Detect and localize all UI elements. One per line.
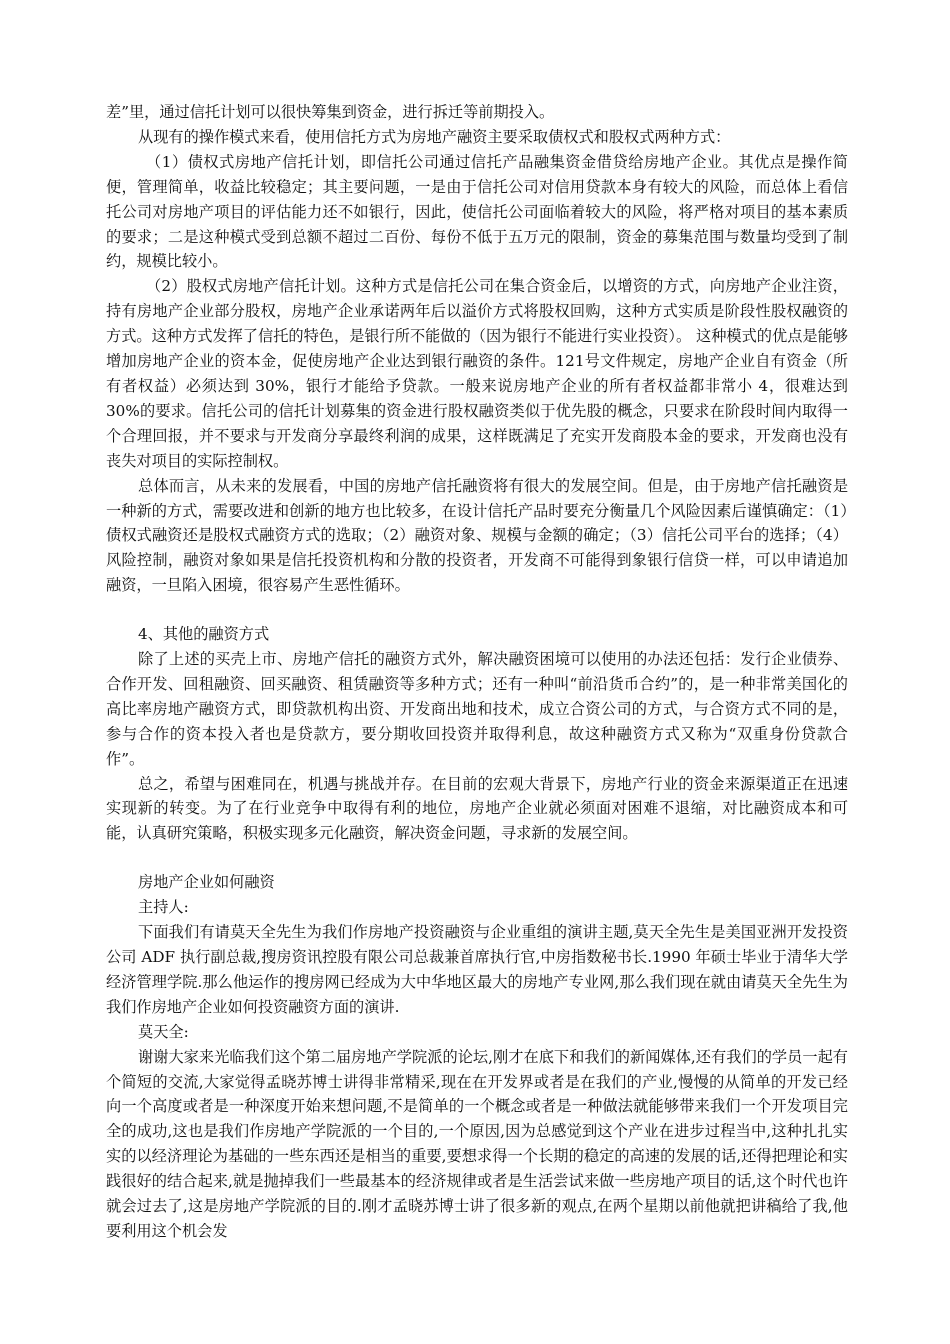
paragraph-continued: 差”里，通过信托计划可以很快筹集到资金，进行拆迁等前期投入。 [106,103,555,121]
paragraph-trust-modes-intro: 从现有的操作模式来看，使用信托方式为房地产融资主要采取债权式和股权式两种方式： [138,127,731,146]
paragraph-debt-trust: （1）债权式房地产信托计划，即信托公司通过信托产品融集资金借贷给房地产企业。其优点是操作简便，管理简单，收益比较稳定；其主要问题，一是由于信托公司对信用贷款本身有较大的风险，而总体上看信托公司对房地产项目的评估能力还不如银行，因此，使信托公司面临着较大的风险，将严格对项目的基本素质的要求；二是这种模式受到总额不超过二百份、每份不低于五万元的限制，资金的募集范围与数量均受到了制约，规模比较小。 [106,152,848,271]
speaker-host-label: 主持人: [138,898,189,917]
section-heading-other-methods: 4、其他的融资方式 [138,625,270,644]
paragraph-conclusion: 总之，希望与困难同在，机遇与挑战并存。在目前的宏观大背景下，房地产行业的资金来源渠道正在迅速实现新的转变。为了在行业竞争中取得有利的地位，房地产企业就必须面对困难不退缩，对比融资成本和可能，认真研究策略，积极实现多元化融资，解决资金问题，寻求新的发展空间。 [106,774,848,843]
paragraph-trust-summary: 总体而言，从未来的发展看，中国的房地产信托融资将有很大的发展空间。但是，由于房地产信托融资是一种新的方式，需要改进和创新的地方也比较多，在设计信托产品时要充分衡量几个风险因素后谨慎确定：（1）债权式融资还是股权式融资方式的选取；（2）融资对象、规模与金额的确定；（3）信托公司平台的选择；（4）风险控制，融资对象如果是信托投资机构和分散的投资者，开发商不可能得到象银行信贷一样，可以申请追加融资，一旦陷入困境，很容易产生恶性循环。 [106,476,848,595]
paragraph-mo-speech: 谢谢大家来光临我们这个第二届房地产学院派的论坛,刚才在底下和我们的新闻媒体,还有我们的学员一起有个简短的交流,大家觉得孟晓苏博士讲得非常精采,现在在开发界或者是在我们的产业,慢慢的从简单的开发已经向一个高度或者是一种深度开始来想问题,不是简单的一个概念或者是一种做法就能够带来我们一个开发项目完全的成功,这也是我们作房地产学院派的一个目的,一个原因,因为总感觉到这个产业在进步过程当中,这种扎扎实实的以经济理论为基础的一些东西还是相当的重要,要想求得一个长期的稳定的高速的发展的话,还得把理论和实践很好的结合起来,就是抛掉我们一些最基本的经济规律或者是生活尝试来做一些房地产项目的话,这个时代也许就会过去了,这是房地产学院派的目的.刚才孟晓苏博士讲了很多新的观点,在两个星期以前他就把讲稿给了我,他要利用这个机会发 [106,1047,848,1240]
document-page [106,100,848,1244]
paragraph-spacer [106,598,848,622]
section-title-how-to-finance: 房地产企业如何融资 [138,873,275,892]
paragraph-host-intro: 下面我们有请莫天全先生为我们作房地产投资融资与企业重组的演讲主题,莫天全先生是美国亚洲开发投资公司 ADF 执行副总裁,搜房资讯控股有限公司总裁兼首席执行官,中房指数秘书长.1990 年硕士毕业于清华大学经济管理学院.那么他运作的搜房网已经成为大中华地区最大的房地产专业网,那么我们现在就由请莫天全先生为我们作房地产企业如何投资融资方面的演讲. [106,923,848,1016]
paragraph-equity-trust: （2）股权式房地产信托计划。这种方式是信托公司在集合资金后，以增资的方式，向房地产企业注资，持有房地产企业部分股权，房地产企业承诺两年后以溢价方式将股权回购，这种方式实质是阶段性股权融资的方式。这种方式发挥了信托的特色，是银行所不能做的（因为银行不能进行实业投资）。 这种模式的优点是能够增加房地产企业的资本金，促使房地产企业达到银行融资的条件。121号文件规定，房地产企业自有资金（所有者权益）必须达到 30%，银行才能给予贷款。一般来说房地产企业的所有者权益都非常小 4，很难达到 30%的要求。信托公司的信托计划募集的资金进行股权融资类似于优先股的概念，只要求在阶段时间内取得一个合理回报，并不要求与开发商分享最终利润的成果，这样既满足了充实开发商股本金的要求，开发商也没有丧失对项目的实际控制权。 [106,277,848,470]
paragraph-other-methods: 除了上述的买壳上市、房地产信托的融资方式外，解决融资困境可以使用的办法还包括：发行企业债券、合作开发、回租融资、回买融资、租赁融资等多种方式；还有一种叫“前沿货币合约”的，是一种非常美国化的高比率房地产融资方式，即贷款机构出资、开发商出地和技术，成立合资公司的方式，与合资方式不同的是，参与合作的资本投入者也是贷款方，要分期收回投资并取得利息，故这种融资方式又称为“双重身份贷款合作”。 [106,650,848,768]
speaker-mo-label: 莫天全: [138,1022,189,1041]
paragraph-spacer [106,846,848,870]
